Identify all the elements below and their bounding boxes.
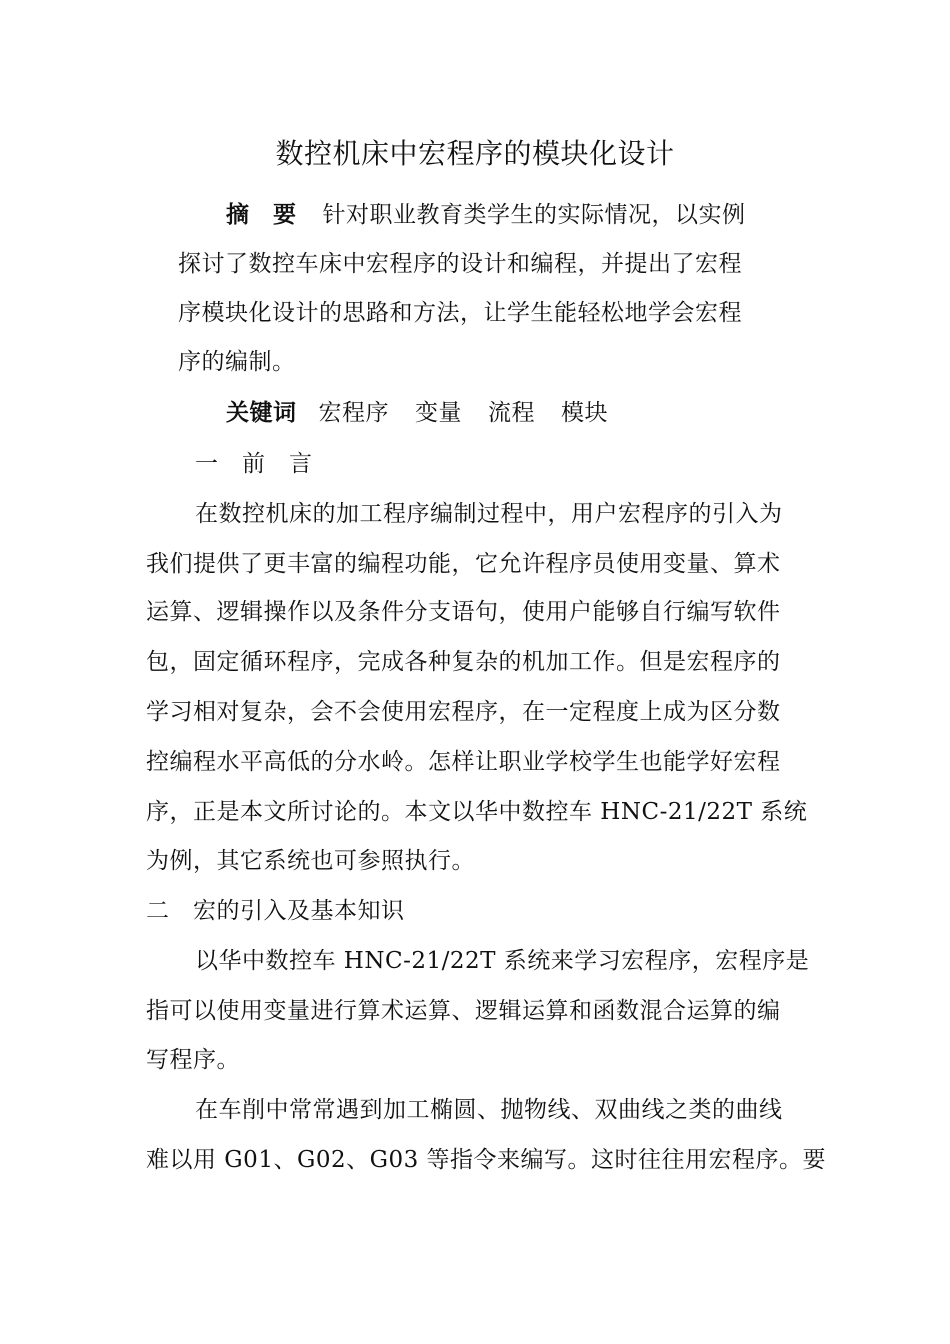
keyword-item: 宏程序: [318, 400, 389, 426]
section-2-heading: 二 宏的引入及基本知识: [146, 898, 405, 924]
paragraph-line: 难以用 G01、G02、G03 等指令来编写。这时往往用宏程序。要: [146, 1147, 827, 1173]
abstract-line-3: 序模块化设计的思路和方法，让学生能轻松地学会宏程: [178, 300, 742, 326]
abstract-line-4: 序的编制。: [178, 349, 296, 375]
abstract-first-line: [226, 200, 746, 230]
abstract-line-2: 探讨了数控车床中宏程序的设计和编程，并提出了宏程: [178, 251, 742, 277]
keyword-item: 模块: [561, 400, 608, 426]
paragraph-line: 以华中数控车 HNC-21/22T 系统来学习宏程序，宏程序是: [195, 948, 810, 974]
paragraph-line: 我们提供了更丰富的编程功能，它允许程序员使用变量、算术: [146, 551, 781, 577]
paragraph-line: 控编程水平高低的分水岭。怎样让职业学校学生也能学好宏程: [146, 749, 781, 775]
keywords-label: 关键词: [226, 399, 297, 426]
document-title: 数控机床中宏程序的模块化设计: [275, 137, 675, 170]
paragraph-line: 写程序。: [146, 1047, 240, 1073]
paragraph-line: 在车削中常常遇到加工椭圆、抛物线、双曲线之类的曲线: [195, 1097, 783, 1123]
paragraph-line: 指可以使用变量进行算术运算、逻辑运算和函数混合运算的编: [146, 998, 781, 1024]
paragraph-line: 为例，其它系统也可参照执行。: [146, 848, 475, 874]
paragraph-line: 运算、逻辑操作以及条件分支语句，使用户能够自行编写软件: [146, 599, 781, 625]
paragraph-line: 学习相对复杂，会不会使用宏程序，在一定程度上成为区分数: [146, 699, 781, 725]
keyword-item: 变量: [415, 400, 462, 426]
paragraph-line: 序，正是本文所讨论的。本文以华中数控车 HNC-21/22T 系统: [146, 799, 808, 825]
keyword-item: 流程: [488, 400, 535, 426]
abstract-line-1: 针对职业教育类学生的实际情况，以实例: [322, 202, 746, 228]
section-1-heading: 一 前 言: [195, 451, 313, 477]
keywords-line: [226, 398, 608, 428]
paragraph-line: 在数控机床的加工程序编制过程中，用户宏程序的引入为: [195, 501, 783, 527]
abstract-label: 摘 要: [226, 201, 297, 228]
paragraph-line: 包，固定循环程序，完成各种复杂的机加工作。但是宏程序的: [146, 649, 781, 675]
